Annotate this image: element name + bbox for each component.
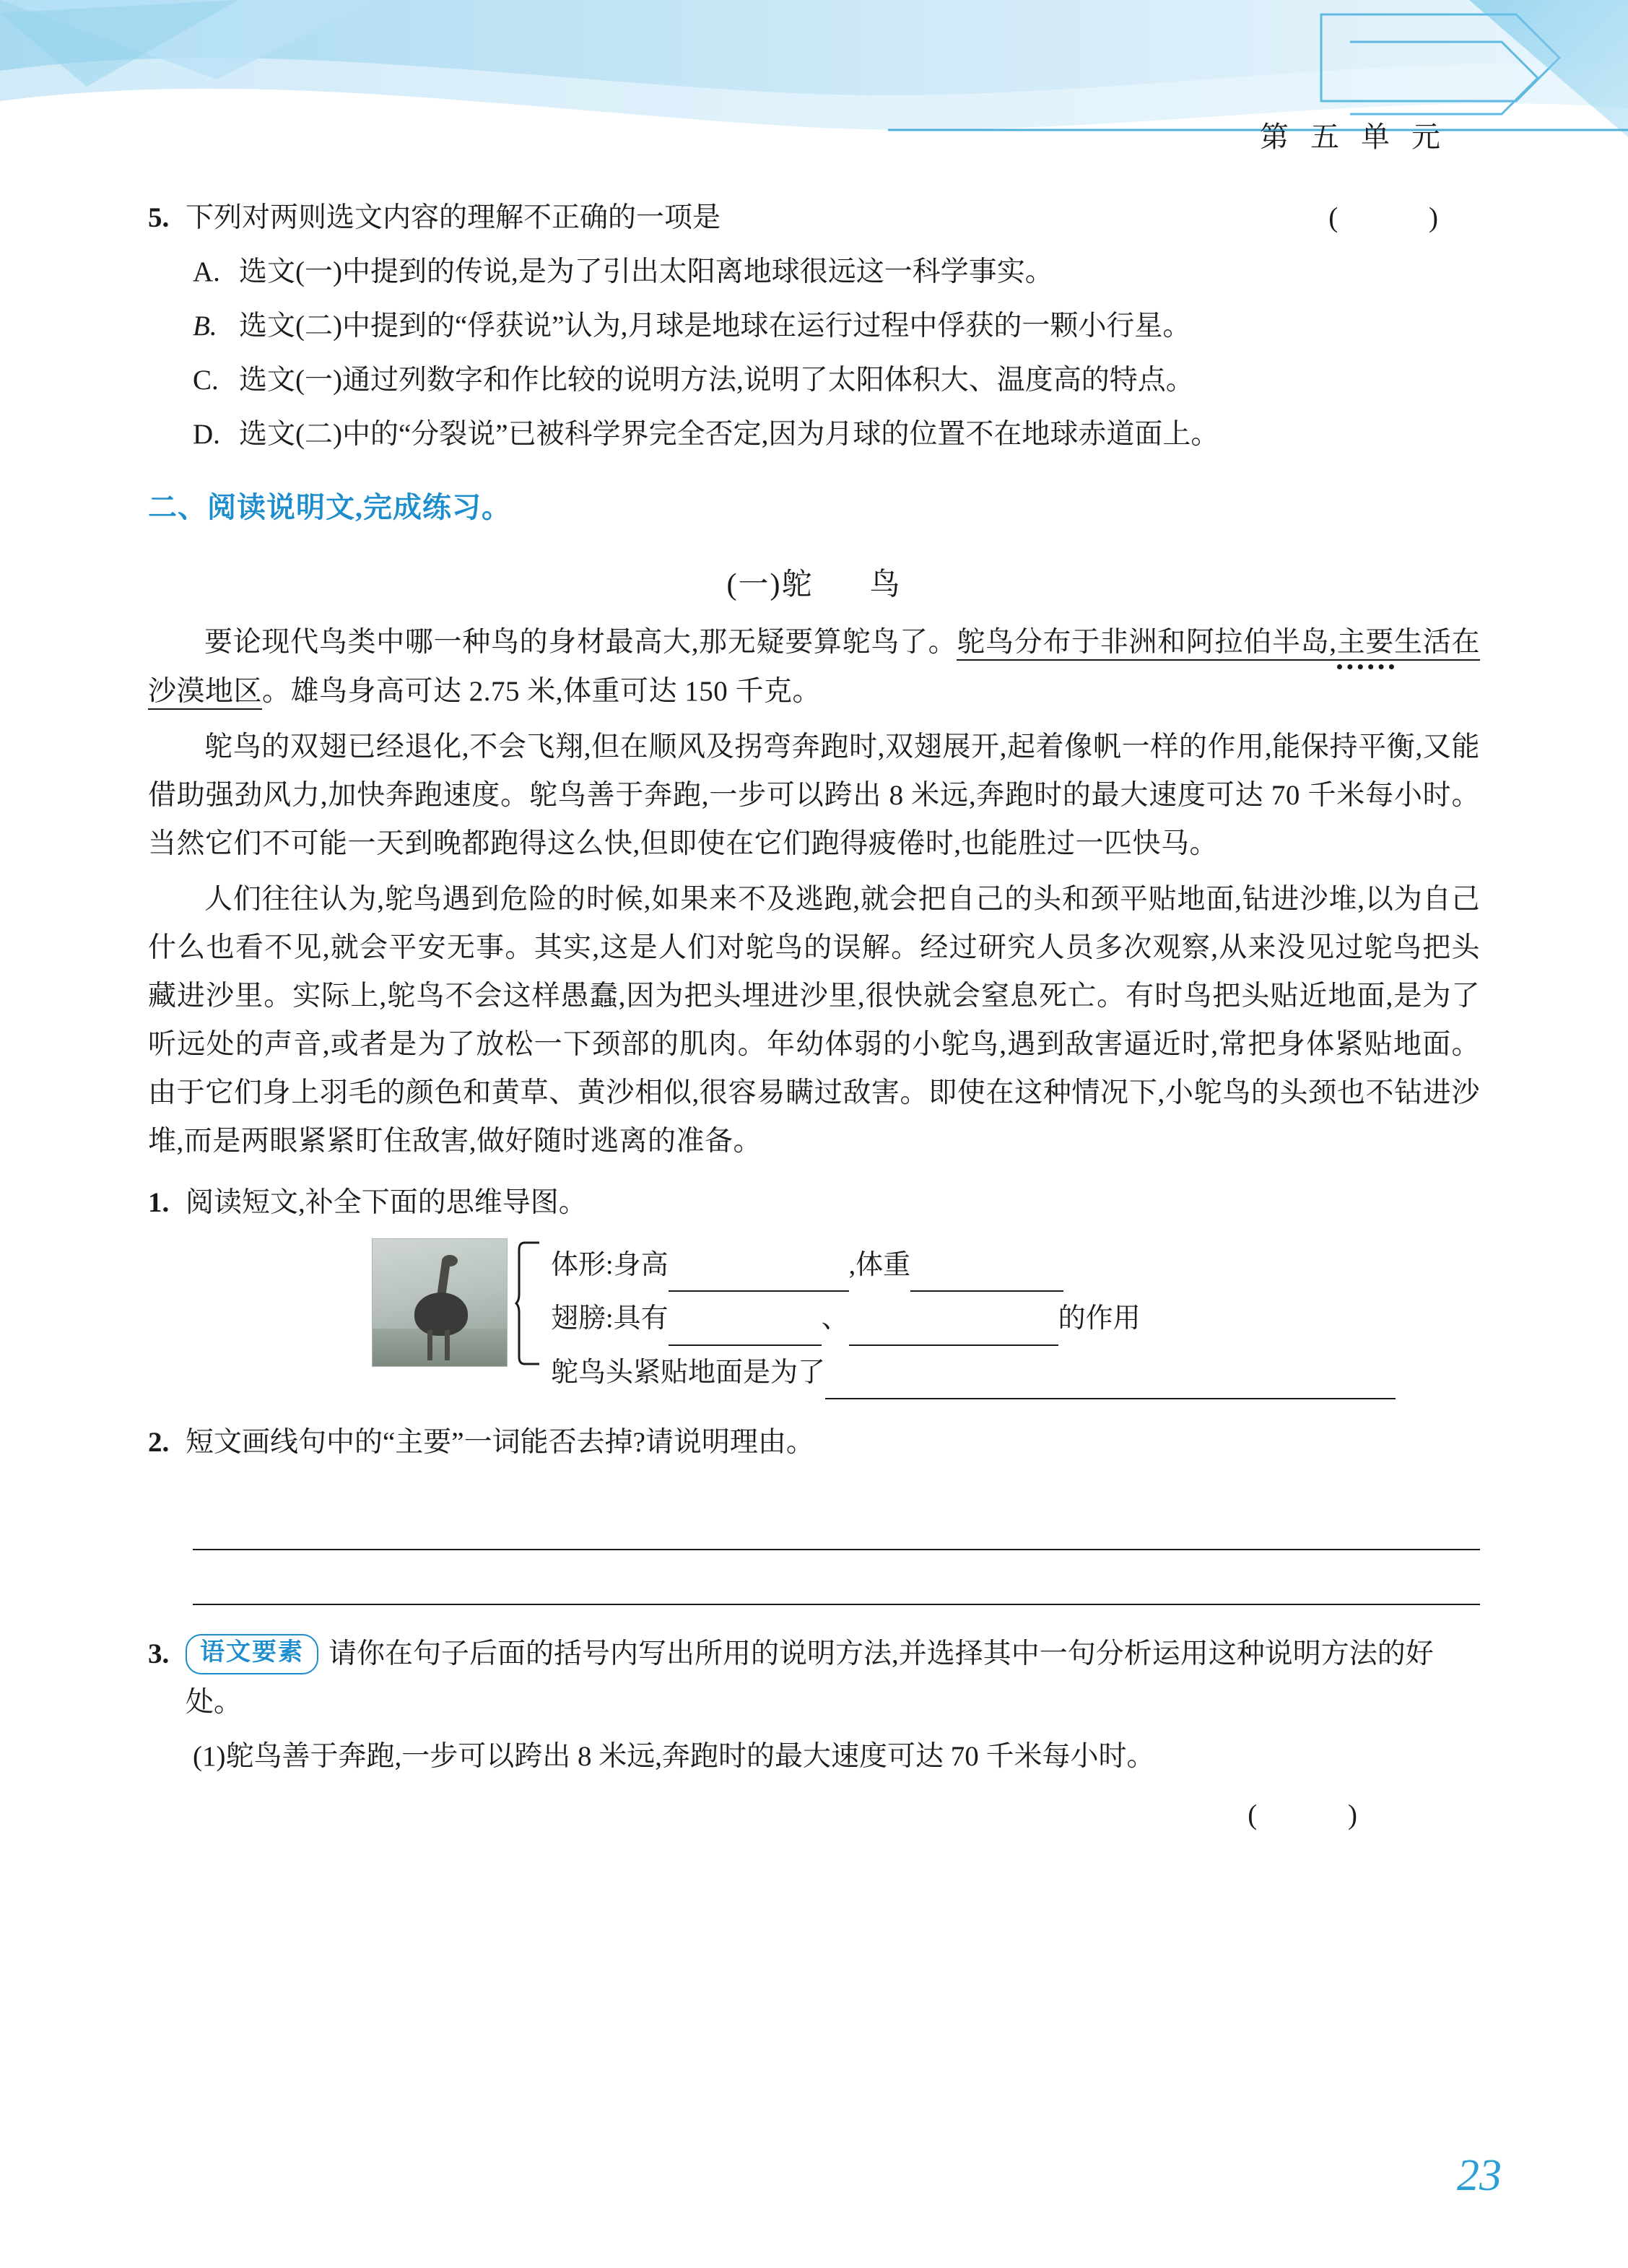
option-c[interactable] <box>193 356 1480 404</box>
question-5-answer-brackets[interactable]: ( ) <box>1328 202 1480 233</box>
paragraph-1-underlined-a: 鸵鸟分布于非洲和阿拉伯半岛, <box>957 627 1336 661</box>
page-content <box>0 181 1628 1839</box>
question-3-item-1 <box>193 1732 1480 1781</box>
paragraph-1-part-a: 要论现代鸟类中哪一种鸟的身材最高大,那无疑要算鸵鸟了。 <box>204 627 957 659</box>
ostrich-photo <box>372 1238 508 1367</box>
option-a[interactable] <box>193 248 1480 296</box>
mind-map-head-text: 鸵鸟头紧贴地面是为了 <box>551 1357 826 1388</box>
article-title <box>148 559 1480 611</box>
answer-line-2[interactable] <box>193 1550 1480 1605</box>
yuwen-yaosu-badge: 语文要素 <box>186 1634 318 1674</box>
option-d-text: 选文(二)中的“分裂说”已被科学界完全否定,因为月球的位置不在地球赤道面上。 <box>239 419 1219 451</box>
mind-map-wings-have: 具有 <box>613 1303 669 1334</box>
paragraph-1-dotted-emphasis: 主要 <box>1337 627 1395 661</box>
question-1-stem: 阅读短文,补全下面的思维导图。 <box>186 1187 587 1219</box>
option-b[interactable] <box>193 302 1480 350</box>
paragraph-1-part-b: 。雄鸟身高可达 2.75 米,体重可达 150 千克。 <box>262 675 822 707</box>
question-3-number: 3. <box>148 1638 170 1669</box>
mind-map-weight-blank[interactable] <box>910 1261 1063 1292</box>
mind-map-wings-after: 的作用 <box>1058 1303 1141 1334</box>
question-3-stem: 请你在句子后面的括号内写出所用的说明方法,并选择其中一句分析运用这种说明方法的好处。 <box>186 1638 1434 1718</box>
question-2-stem: 短文画线句中的“主要”一词能否去掉?请说明理由。 <box>186 1426 814 1458</box>
option-c-letter: C. <box>193 365 219 396</box>
option-a-text: 选文(一)中提到的传说,是为了引出太阳离地球很远这一科学事实。 <box>239 256 1053 288</box>
question-5-stem: 下列对两则选文内容的理解不正确的一项是 <box>186 202 721 233</box>
question-2-answer-area[interactable] <box>193 1495 1480 1605</box>
brace-icon <box>515 1238 542 1399</box>
question-3-item-1-text: 鸵鸟善于奔跑,一步可以跨出 8 米远,奔跑时的最大速度可达 70 千米每小时。 <box>225 1740 1155 1772</box>
question-3-item-1-label: (1) <box>193 1740 226 1772</box>
mind-map-height-blank[interactable] <box>669 1261 849 1292</box>
article-paragraph-3: 人们往往认为,鸵鸟遇到危险的时候,如果来不及逃跑,就会把自己的头和颈平贴地面,钻进沙堆,以为自己什么也看不见,就会平安无事。其实,这是人们对鸵鸟的误解。经过研究人员多次观察,从来没见过鸵鸟把头藏进沙里。实际上,鸵鸟不会这样愚蠢,因为把头埋进沙里,很快就会窒息死亡。有时鸟把头贴近地面,是为了听远处的声音,或者是为了放松一下颈部的肌肉。年幼体弱的小鸵鸟,遇到敌害逼近时,常把身体紧贴地面。由于它们身上羽毛的颜色和黄草、黄沙相似,很容易瞒过敌害。即使在这种情况下,小鸵鸟的头颈也不钻进沙堆,而是两眼紧紧盯住敌害,做好随时逃离的准备。 <box>148 883 1480 1157</box>
mind-map-label-wings: 翅膀: <box>551 1303 614 1334</box>
option-a-letter: A. <box>193 256 220 288</box>
page-number: 23 <box>1457 2151 1502 2200</box>
mind-map <box>372 1238 1480 1399</box>
article-title-char-2: 鸟 <box>869 568 902 602</box>
question-2 <box>148 1418 1480 1467</box>
article-paragraph-1 <box>148 618 1480 715</box>
mind-map-wings-blank-1[interactable] <box>669 1316 822 1346</box>
option-b-text: 选文(二)中提到的“俘获说”认为,月球是地球在运行过程中俘获的一颗小行星。 <box>239 310 1191 342</box>
option-d-letter: D. <box>193 419 220 451</box>
option-b-letter: B. <box>193 310 217 342</box>
answer-line-1[interactable] <box>193 1495 1480 1550</box>
article-title-prefix: (一) <box>726 568 782 602</box>
unit-title: 第 五 单 元 <box>1260 121 1448 153</box>
question-3-answer-brackets[interactable]: ( ) <box>1248 1799 1399 1830</box>
section-two-heading: 二、阅读说明文,完成练习。 <box>148 491 511 524</box>
mind-map-line-2 <box>551 1292 1480 1345</box>
question-1-number: 1. <box>148 1187 170 1219</box>
question-3 <box>148 1630 1480 1726</box>
mind-map-line-3 <box>551 1346 1480 1399</box>
mind-map-wings-blank-2[interactable] <box>849 1316 1058 1346</box>
mind-map-height-label: 身高 <box>613 1250 669 1281</box>
article-paragraph-2: 鸵鸟的双翅已经退化,不会飞翔,但在顺风及拐弯奔跑时,双翅展开,起着像帆一样的作用,能保持平衡,又能借助强劲风力,加快奔跑速度。鸵鸟善于奔跑,一步可以跨出 8 米远,奔跑时的最大速度可达 70 千米每小时。当然它们不可能一天到晚都跑得这么快,但即使在它们跑得疲倦时,也能胜过一匹快马。 <box>148 731 1480 859</box>
question-5 <box>148 194 1480 242</box>
option-d[interactable] <box>193 410 1480 459</box>
mind-map-wings-sep: 、 <box>821 1303 849 1334</box>
article-title-char-1: 鸵 <box>781 568 814 602</box>
question-2-number: 2. <box>148 1426 170 1458</box>
option-c-text: 选文(一)通过列数字和作比较的说明方法,说明了太阳体积大、温度高的特点。 <box>239 365 1194 396</box>
mind-map-weight-sep: ,体重 <box>848 1250 911 1281</box>
paragraph-1-underlined-b: 生活在沙漠地区 <box>148 627 1480 709</box>
question-1 <box>148 1178 1480 1227</box>
mind-map-label-body: 体形: <box>551 1250 614 1281</box>
mind-map-head-blank[interactable] <box>825 1369 1396 1399</box>
question-5-number: 5. <box>148 202 170 233</box>
mind-map-line-1 <box>551 1238 1480 1292</box>
